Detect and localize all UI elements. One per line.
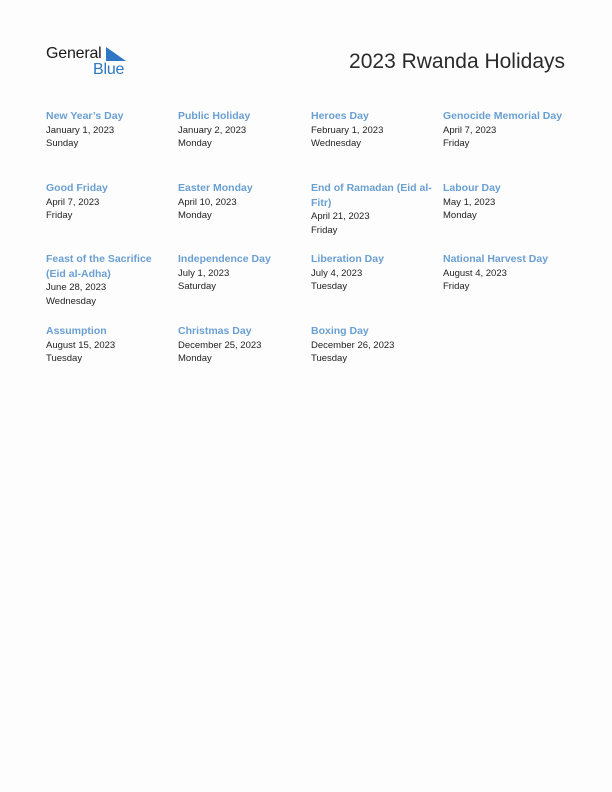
holiday-weekday: Friday [443,138,470,150]
holiday-date: May 1, 2023 [443,196,496,208]
holiday-date: June 28, 2023 [46,282,107,293]
holiday-date: January 1, 2023 [46,124,115,136]
holiday-name: Liberation Day [311,253,384,265]
holiday-weekday: Tuesday [311,281,348,293]
holiday-date: July 1, 2023 [178,267,230,279]
holiday-item [443,109,575,151]
holiday-weekday: Wednesday [46,295,96,307]
holiday-weekday: Wednesday [311,138,361,150]
holiday-date: April 21, 2023 [311,211,370,222]
holiday-item [311,252,436,294]
holiday-weekday: Tuesday [46,353,83,365]
holiday-item [311,181,436,238]
holiday-item [311,109,436,151]
holiday-date: August 15, 2023 [46,339,116,351]
holiday-name: Independence Day [178,253,271,265]
holiday-weekday: Saturday [178,281,217,293]
holiday-item [178,252,303,294]
logo-word-blue: Blue [93,61,125,78]
holiday-weekday: Friday [46,210,73,222]
holiday-name: Public Holiday [178,110,251,122]
holiday-name: Assumption [46,325,107,337]
holiday-name: Feast of the Sacrifice (Eid al-Adha) [46,253,152,280]
holiday-weekday: Monday [178,353,212,365]
page-title: 2023 Rwanda Holidays [349,50,565,73]
holiday-date: August 4, 2023 [443,267,507,279]
holiday-name: Good Friday [46,182,108,194]
holiday-date: February 1, 2023 [311,124,384,136]
holiday-name: National Harvest Day [443,253,549,265]
holiday-name: Easter Monday [178,182,253,194]
holiday-date: December 25, 2023 [178,339,262,351]
holiday-item [46,109,171,151]
holiday-item [46,252,171,309]
holiday-weekday: Friday [311,224,338,236]
holiday-name: Christmas Day [178,325,252,337]
holiday-item [178,324,303,366]
holiday-item [311,324,436,366]
holiday-name: Genocide Memorial Day [443,110,563,122]
holiday-name: New Year’s Day [46,110,124,122]
holiday-date: April 7, 2023 [443,124,497,136]
holiday-item [178,181,303,223]
holiday-weekday: Tuesday [311,353,348,365]
holiday-item [178,109,303,151]
holiday-weekday: Friday [443,281,470,293]
holiday-date: January 2, 2023 [178,124,247,136]
logo-triangle-icon [106,47,126,61]
holiday-item [443,252,575,294]
holiday-name: Boxing Day [311,325,369,337]
holiday-date: April 7, 2023 [46,196,100,208]
holiday-weekday: Monday [178,210,212,222]
holiday-name: End of Ramadan (Eid al-Fitr) [311,182,432,209]
holiday-weekday: Monday [443,210,477,222]
holiday-weekday: Monday [178,138,212,150]
holiday-item [443,181,568,223]
holiday-date: July 4, 2023 [311,267,363,279]
generalblue-logo [46,44,136,80]
holiday-item [46,324,171,366]
holiday-name: Heroes Day [311,110,369,122]
holiday-weekday: Sunday [46,138,79,150]
holiday-name: Labour Day [443,182,501,194]
holiday-item [46,181,171,223]
logo-word-general: General [46,45,102,62]
holiday-date: April 10, 2023 [178,196,237,208]
holiday-date: December 26, 2023 [311,339,395,351]
